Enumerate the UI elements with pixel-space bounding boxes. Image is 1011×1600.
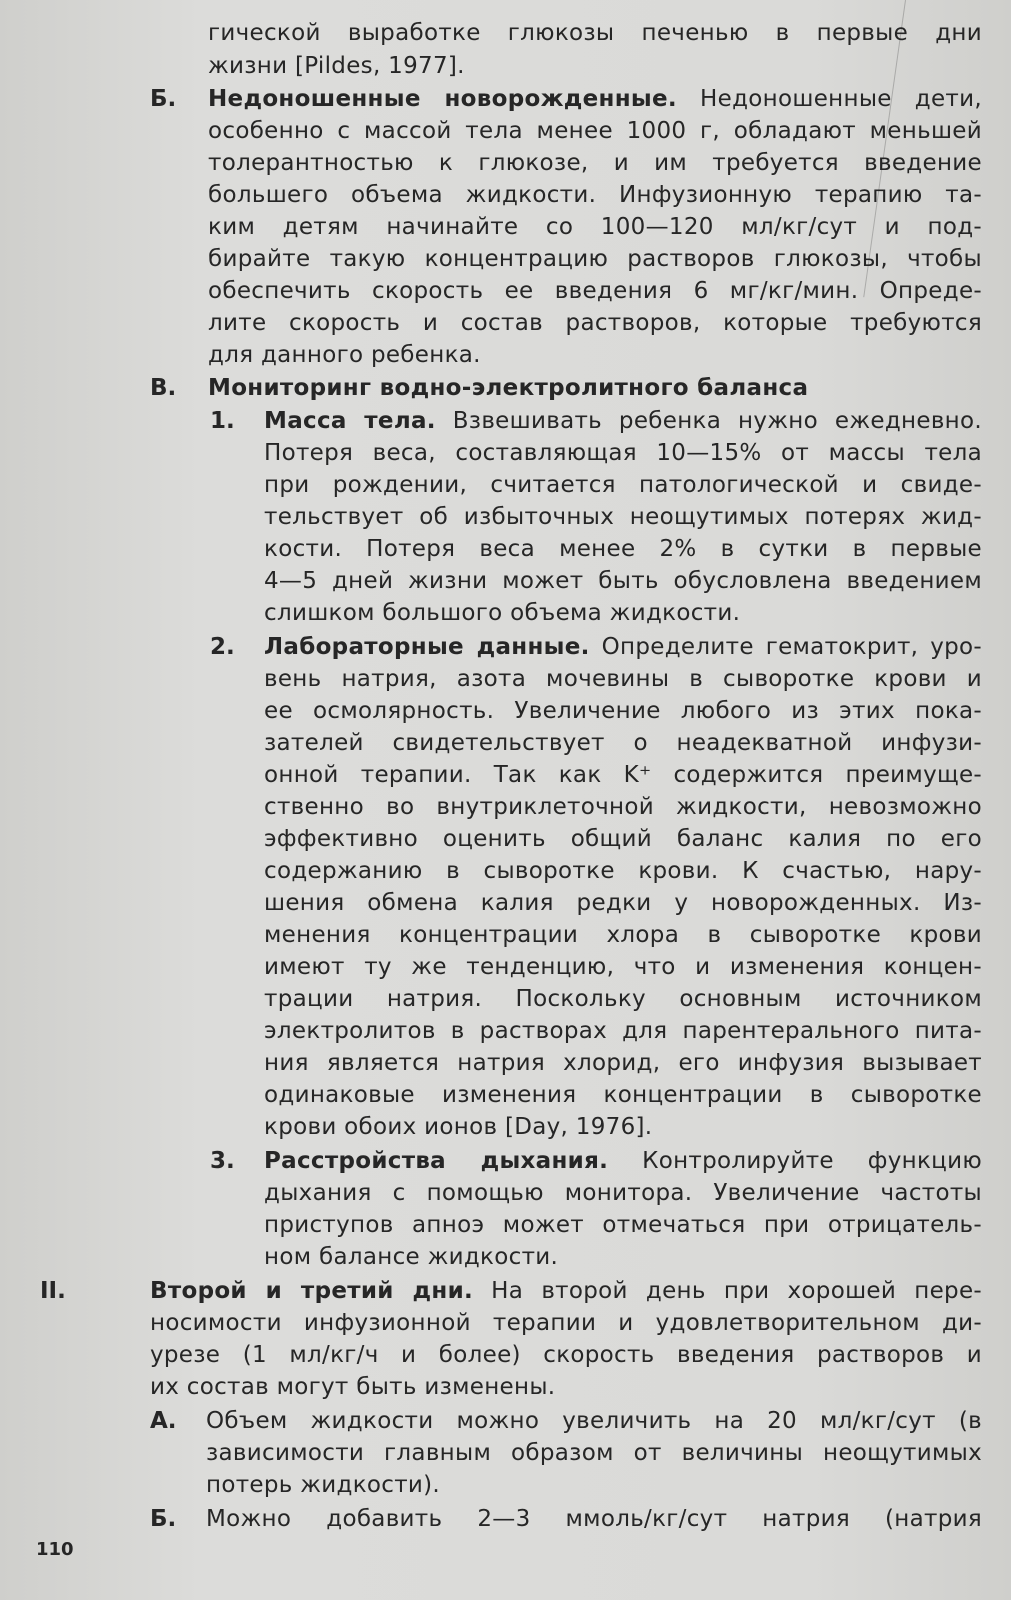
text-line: онной терапии. Так как K⁺ содержится преимуще- (264, 762, 982, 788)
text-line: Можно добавить 2—3 ммоль/кг/сут натрия (натрия (206, 1506, 982, 1532)
text-line: потерь жидкости). (206, 1472, 441, 1498)
text-line: слишком большого объема жидкости. (264, 600, 741, 626)
text-line: зависимости главным образом от величины неощутимых (206, 1440, 982, 1466)
text-line: менения концентрации хлора в сыворотке крови (264, 922, 982, 948)
subsection-marker: А. (150, 1408, 177, 1434)
text-line: их состав могут быть изменены. (150, 1374, 556, 1400)
text-line: урезе (1 мл/кг/ч и более) скорость введения растворов и (150, 1342, 982, 1368)
item-number: 3. (210, 1148, 235, 1174)
text-line: 4—5 дней жизни может быть обусловлена введением (264, 568, 982, 594)
item-first-line: Расстройства дыхания. Контролируйте функцию (264, 1148, 982, 1174)
item-first-line: Масса тела. Взвешивать ребенка нужно ежедневно. (264, 408, 982, 434)
item-first-line: Лабораторные данные. Определите гематокрит, уро- (264, 634, 983, 660)
text-line: трации натрия. Поскольку основным источником (264, 986, 982, 1012)
text-line: имеют ту же тенденцию, что и изменения концен- (264, 954, 982, 980)
text-line: бирайте такую концентрацию растворов глюкозы, чтобы (208, 246, 982, 272)
text-line: одинаковые изменения концентрации в сыворотке (264, 1082, 982, 1108)
text-line: зателей свидетельствует о неадекватной инфузи- (264, 730, 982, 756)
section-heading: Недоношенные новорожденные. (208, 86, 677, 112)
section-heading: Второй и третий дни. (150, 1278, 474, 1304)
text-line: содержанию в сыворотке крови. К счастью, нару- (264, 858, 982, 884)
text-line: вень натрия, азота мочевины в сыворотке крови и (264, 666, 982, 692)
text-line: приступов апноэ может отмечаться при отрицатель- (264, 1212, 982, 1238)
text-line: крови обоих ионов [Day, 1976]. (264, 1114, 653, 1140)
text-line: для данного ребенка. (208, 342, 481, 368)
text-line: ее осмолярность. Увеличение любого из этих пока- (264, 698, 982, 724)
text-line: дыхания с помощью монитора. Увеличение частоты (264, 1180, 982, 1206)
section-first-line: Недоношенные новорожденные. Недоношенные дети, (208, 86, 982, 112)
section-marker: Б. (150, 86, 177, 112)
text-line: жизни [Pildes, 1977]. (208, 53, 465, 79)
text-line: лите скорость и состав растворов, которые требуются (208, 310, 982, 336)
text-line: ния является натрия хлорид, его инфузия вызывает (264, 1050, 982, 1076)
text-line: большего объема жидкости. Инфузионную терапию та- (208, 182, 982, 208)
section-marker: В. (150, 375, 177, 401)
text-line: обеспечить скорость ее введения 6 мг/кг/мин. Опреде- (208, 278, 982, 304)
item-number: 2. (210, 634, 235, 660)
text-line: кости. Потеря веса менее 2% в сутки в первые (264, 536, 982, 562)
item-heading: Масса тела. (264, 408, 436, 434)
subsection-marker: Б. (150, 1506, 177, 1532)
item-number: 1. (210, 408, 235, 434)
item-heading: Лабораторные данные. (264, 634, 590, 660)
text-line: эффективно оценить общий баланс калия по его (264, 826, 982, 852)
text-line: толерантностью к глюкозе, и им требуется введение (208, 150, 982, 176)
section-first-line: Второй и третий дни. На второй день при хорошей пере- (150, 1278, 982, 1304)
text-line: ким детям начинайте со 100—120 мл/кг/сут и под- (208, 214, 982, 240)
section-marker: II. (40, 1278, 66, 1304)
text-line: тельствует об избыточных неощутимых потерях жид- (264, 504, 982, 530)
section-heading: Мониторинг водно-электролитного баланса (208, 375, 809, 401)
text-line: Объем жидкости можно увеличить на 20 мл/кг/сут (в (206, 1408, 982, 1434)
item-heading: Расстройства дыхания. (264, 1148, 609, 1174)
text-line: гической выработке глюкозы печенью в первые дни (208, 20, 982, 46)
text-line: электролитов в растворах для парентерального пита- (264, 1018, 982, 1044)
page-number: 110 (36, 1539, 74, 1560)
text-line: при рождении, считается патологической и свиде- (264, 472, 982, 498)
text-line: шения обмена калия редки у новорожденных. Из- (264, 890, 982, 916)
text-line: особенно с массой тела менее 1000 г, обладают меньшей (208, 118, 982, 144)
text-line: ном балансе жидкости. (264, 1244, 559, 1270)
text-line: Потеря веса, составляющая 10—15% от массы тела (264, 440, 982, 466)
text-line: носимости инфузионной терапии и удовлетворительном ди- (150, 1310, 982, 1336)
text-line: ственно во внутриклеточной жидкости, невозможно (264, 794, 982, 820)
